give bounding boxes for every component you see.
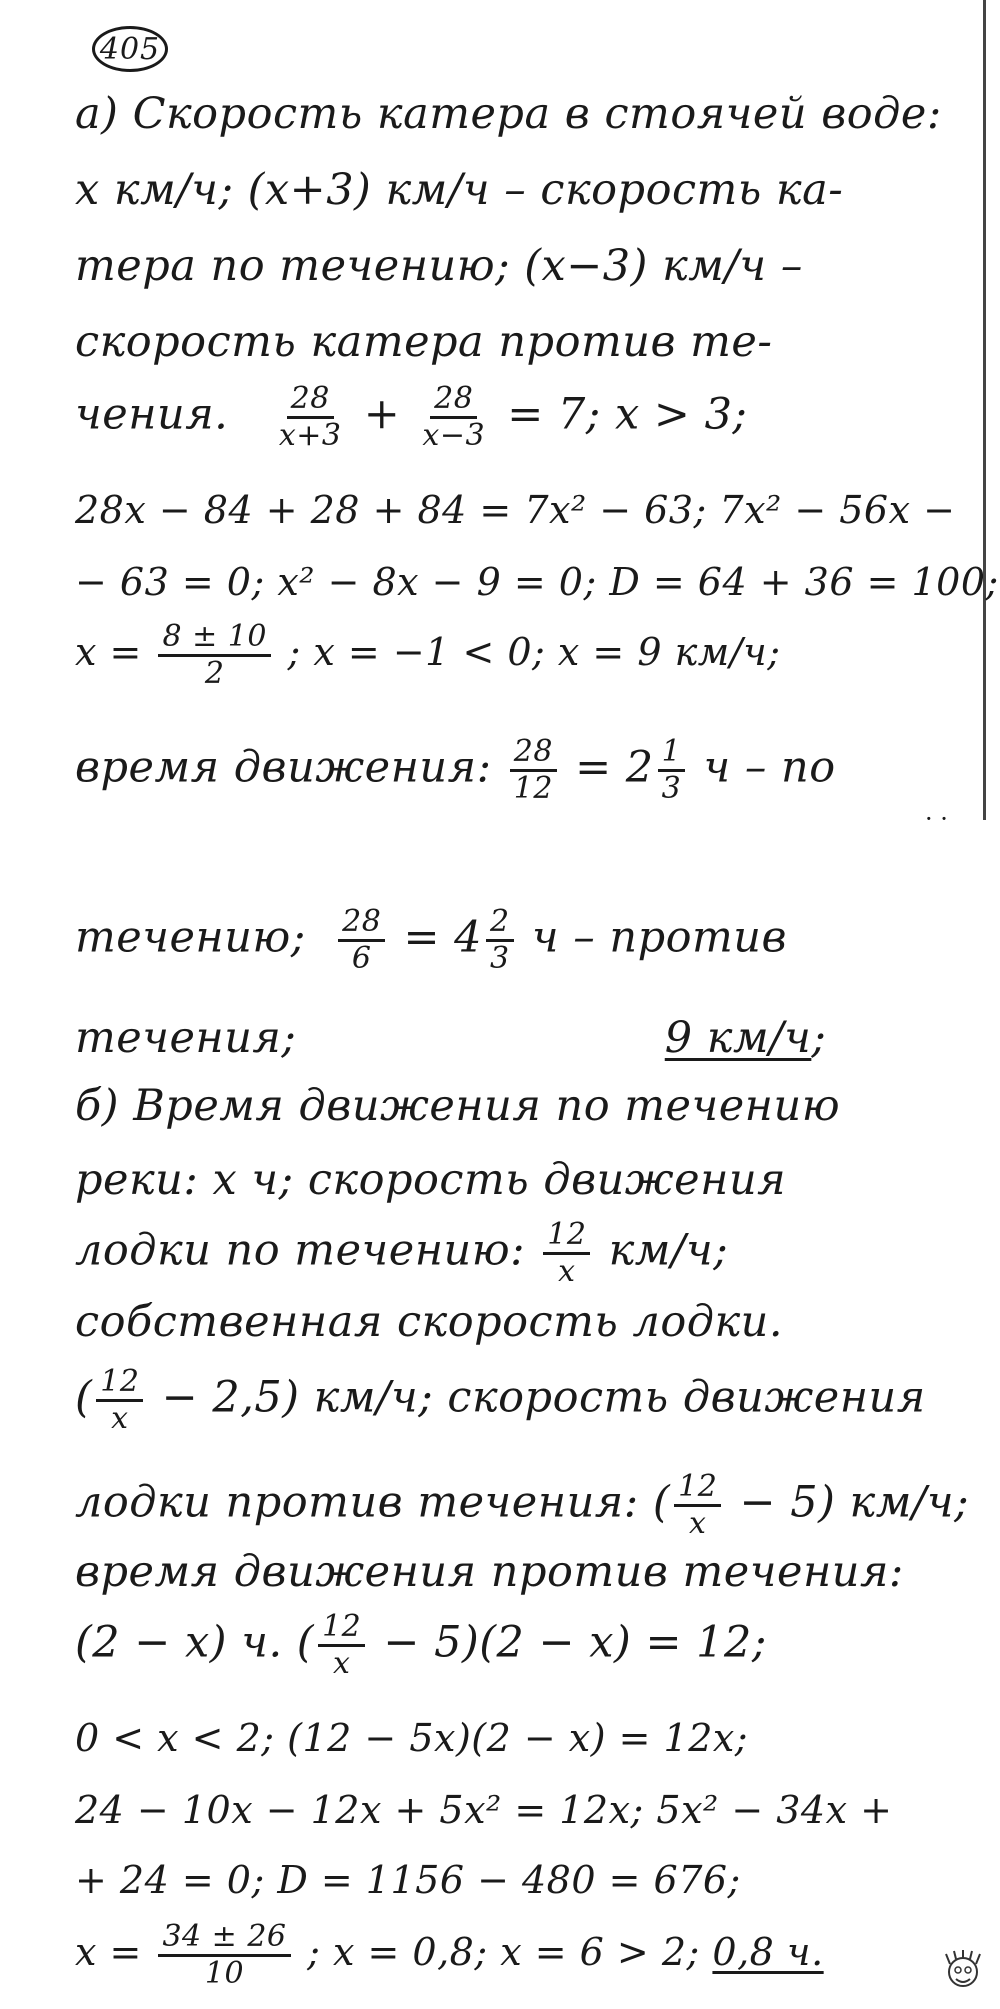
b-line-1: б) Время движения по течению: [75, 1081, 841, 1131]
fraction: $\frac{12}{x}$: [674, 1470, 721, 1541]
b-line-12: x = $\frac{34 \pm 26}{10}$ ; x = 0,8; x = 6 > 2; 0,8 ч.: [75, 1919, 824, 1991]
b-line-2: реки: x ч; скорость движения: [75, 1155, 787, 1205]
a-line-3: тера по течению; (x−3) км/ч –: [75, 241, 803, 291]
fraction: $\frac{12}{x}$: [318, 1610, 365, 1681]
mascot-logo-icon: [942, 1950, 984, 1994]
b-line-9: 0 < x < 2; (12 − 5x)(2 − x) = 12x;: [75, 1716, 749, 1760]
a-line-1: а) Скорость катера в стоячей воде:: [75, 89, 942, 139]
problem-number: 405: [92, 26, 168, 72]
b-line-10: 24 − 10x − 12x + 5x² = 12x; 5x² − 34x +: [75, 1788, 893, 1832]
a-line-10: течению; $\frac{28}{6}$ = 4 $\frac{2}{3}$ ч – против: [75, 904, 788, 976]
a-line-4: скорость катера против те-: [75, 317, 773, 367]
fraction: $\frac{28}{6}$: [338, 905, 385, 976]
margin-rule: [983, 0, 986, 820]
fraction: $\frac{2}{3}$: [486, 905, 514, 976]
a-line-8: x = $\frac{8 \pm 10}{2}$ ; x = −1 < 0; x = 9 км/ч;: [75, 619, 781, 691]
fraction: $\frac{1}{3}$: [658, 735, 686, 806]
answer-b: 0,8 ч.: [712, 1930, 824, 1974]
fraction: $\frac{28}{x+3}$: [278, 381, 342, 453]
b-line-4: собственная скорость лодки.: [75, 1297, 784, 1347]
a-line-9: время движения: $\frac{28}{12}$ = 2 $\frac{1}{3}$ ч – по: [75, 734, 836, 806]
fraction: $\frac{12}{x}$: [543, 1218, 590, 1289]
b-line-8: (2 − x) ч. ( $\frac{12}{x}$ − 5)(2 − x) = 12;: [75, 1609, 767, 1681]
a-line-7: − 63 = 0; x² − 8x − 9 = 0; D = 64 + 36 = 100;: [75, 560, 999, 604]
dots-mark: · ·: [925, 805, 948, 833]
a-line-5: чения. $\frac{28}{x+3}$ + $\frac{28}{x-3}$ = 7; x > 3;: [75, 381, 748, 453]
b-line-7: время движения против течения:: [75, 1547, 904, 1597]
fraction: $\frac{34 \pm 26}{10}$: [158, 1920, 290, 1991]
a-line-6: 28x − 84 + 28 + 84 = 7x² − 63; 7x² − 56x −: [75, 488, 956, 532]
a-line-2: x км/ч; (x+3) км/ч – скорость ка-: [75, 165, 844, 215]
a-line-11: течения; 9 км/ч;: [75, 1013, 827, 1063]
b-line-11: + 24 = 0; D = 1156 − 480 = 676;: [75, 1858, 741, 1902]
fraction: $\frac{12}{x}$: [96, 1365, 143, 1436]
fraction: $\frac{28}{12}$: [510, 735, 557, 806]
answer-a: 9 км/ч: [664, 1013, 812, 1063]
b-line-6: лодки против течения: ( $\frac{12}{x}$ − 5) км/ч;: [75, 1469, 970, 1541]
b-line-3: лодки по течению: $\frac{12}{x}$ км/ч;: [75, 1217, 729, 1289]
fraction: $\frac{28}{x-3}$: [422, 381, 486, 453]
b-line-5: ( $\frac{12}{x}$ − 2,5) км/ч; скорость движения: [75, 1364, 926, 1436]
fraction: $\frac{8 \pm 10}{2}$: [158, 620, 270, 691]
